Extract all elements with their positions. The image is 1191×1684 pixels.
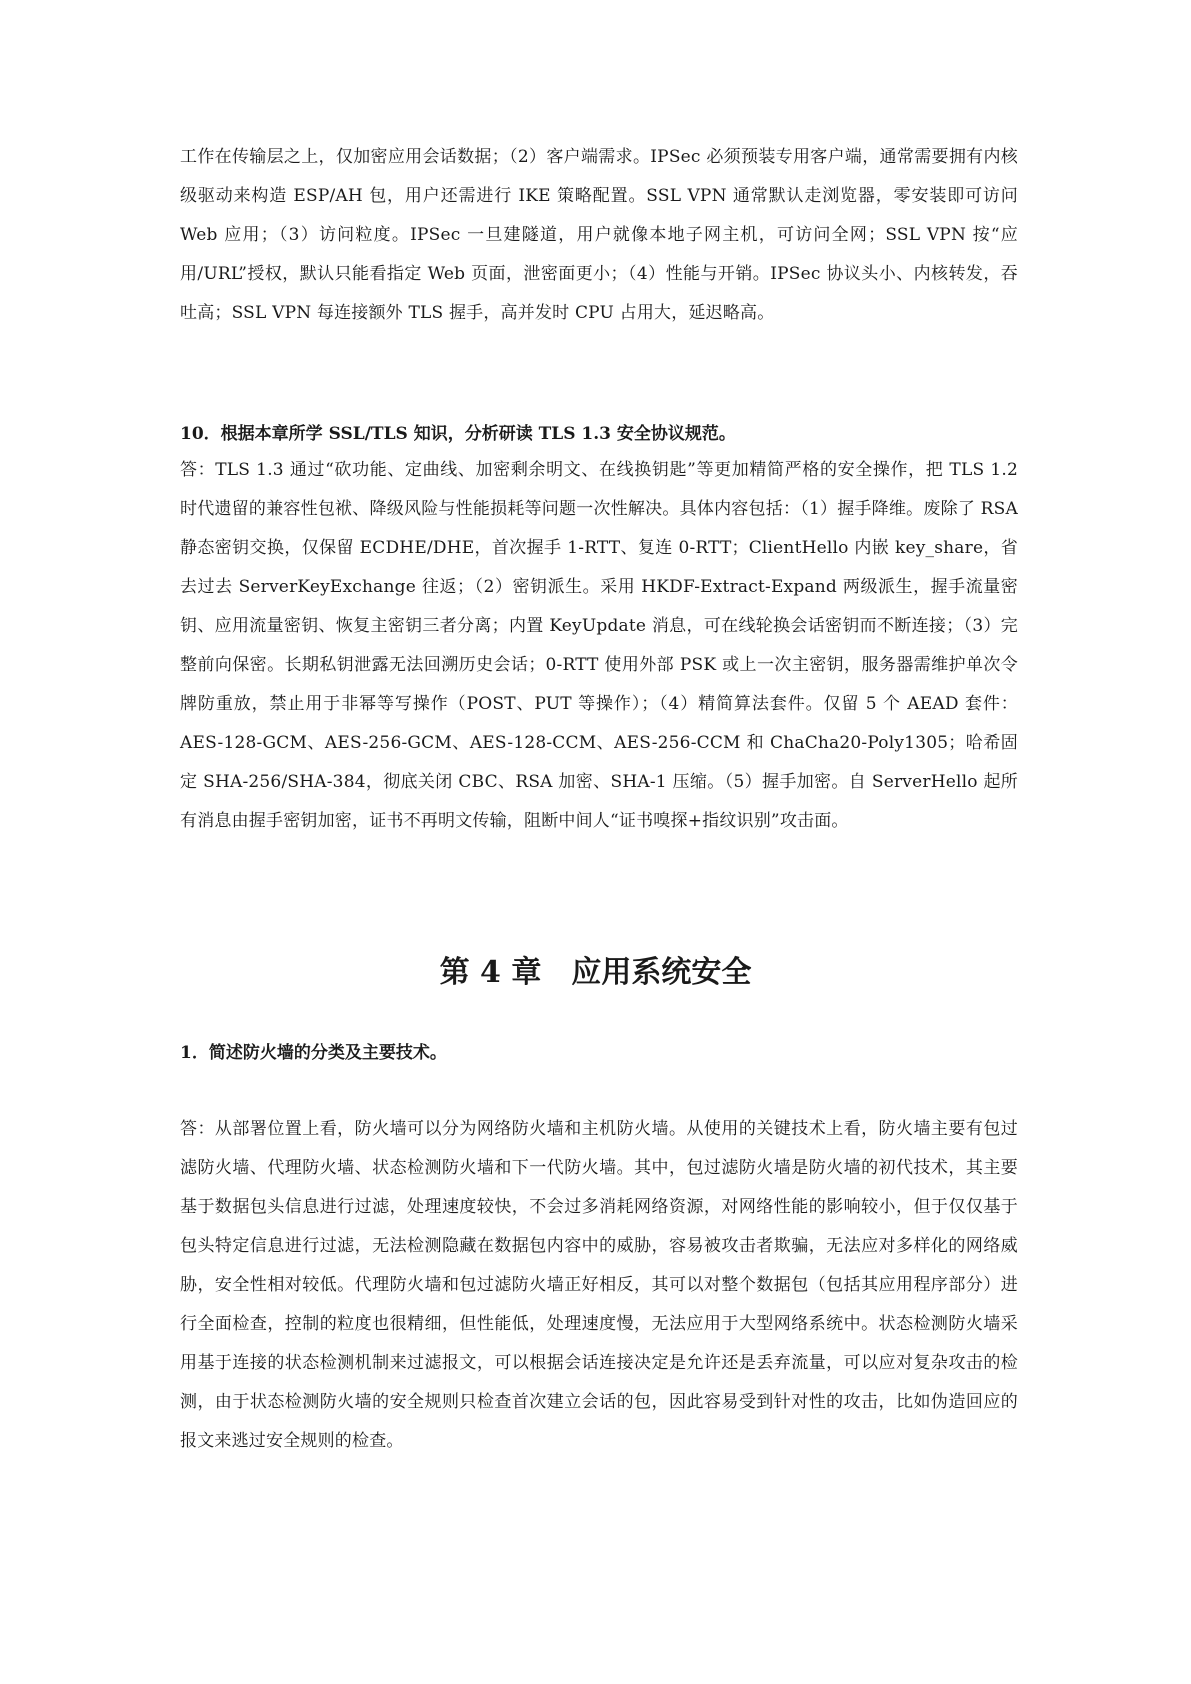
chapter-4-answer-1-paragraph: 答：从部署位置上看，防火墙可以分为网络防火墙和主机防火墙。从使用的关键技术上看，防火墙主要有包过滤防火墙、代理防火墙、状态检测防火墙和下一代防火墙。其中，包过滤防火墙是防火墙的初代技术，其主要基于数据包头信息进行过滤，处理速度较快，不会过多消耗网络资源，对网络性能的影响较小，但于仅仅基于包头特定信息进行过滤，无法检测隐藏在数据包内容中的威胁，容易被攻击者欺骗，无法应对多样化的网络威胁，安全性相对较低。代理防火墙和包过滤防火墙正好相反，其可以对整个数据包（包括其应用程序部分）进行全面检查，控制的粒度也很精细，但性能低，处理速度慢，无法应用于大型网络系统中。状态检测防火墙采用基于连接的状态检测机制来过滤报文，可以根据会话连接决定是允许还是丢弃流量，可以应对复杂攻击的检测，由于状态检测防火墙的安全规则只检查首次建立会话的包，因此容易受到针对性的攻击，比如伪造回应的报文来逃过安全规则的检查。 (180, 1119, 1018, 1451)
answer-10-paragraph: 答：TLS 1.3 通过“砍功能、定曲线、加密剩余明文、在线换钥匙”等更加精简严格的安全操作，把 TLS 1.2 时代遗留的兼容性包袱、降级风险与性能损耗等问题一次性解决。具体内容包括：（1）握手降维。废除了 RSA 静态密钥交换，仅保留 ECDHE/DHE，首次握手 1-RTT、复连 0-RTT；ClientHello 内嵌 key_share，省去过去 ServerKeyExchange 往返；（2）密钥派生。采用 HKDF-Extract-Expand 两级派生，握手流量密钥、应用流量密钥、恢复主密钥三者分离；内置 KeyUpdate 消息，可在线轮换会话密钥而不断连接；（3）完整前向保密。长期私钥泄露无法回溯历史会话；0-RTT 使用外部 PSK 或上一次主密钥，服务器需维护单次令牌防重放，禁止用于非幂等写操作（POST、PUT 等操作）；（4）精简算法套件。仅留 5 个 AEAD 套件：AES-128-GCM、AES-256-GCM、AES-128-CCM、AES-256-CCM 和 ChaCha20-Poly1305；哈希固定 SHA-256/SHA-384，彻底关闭 CBC、RSA 加密、SHA-1 压缩。（5）握手加密。自 ServerHello 起所有消息由握手密钥加密，证书不再明文传输，阻断中间人“证书嗅探+指纹识别”攻击面。 (180, 460, 1018, 831)
chapter-4-title: 第 4 章 应用系统安全 (439, 955, 752, 990)
chapter-4-question-1-heading: 1．简述防火墙的分类及主要技术。 (180, 1043, 447, 1063)
question-10-heading: 10．根据本章所学 SSL/TLS 知识，分析研读 TLS 1.3 安全协议规范。 (180, 424, 736, 444)
previous-answer-continuation: 工作在传输层之上，仅加密应用会话数据；（2）客户端需求。IPSec 必须预装专用客户端，通常需要拥有内核级驱动来构造 ESP/AH 包，用户还需进行 IKE 策略配置。SSL VPN 通常默认走浏览器，零安装即可访问 Web 应用；（3）访问粒度。IPSec 一旦建隧道，用户就像本地子网主机，可访问全网；SSL VPN 按“应用/URL”授权，默认只能看指定 Web 页面，泄密面更小；（4）性能与开销。IPSec 协议头小、内核转发，吞吐高；SSL VPN 每连接额外 TLS 握手，高并发时 CPU 占用大，延迟略高。 (180, 147, 1018, 323)
